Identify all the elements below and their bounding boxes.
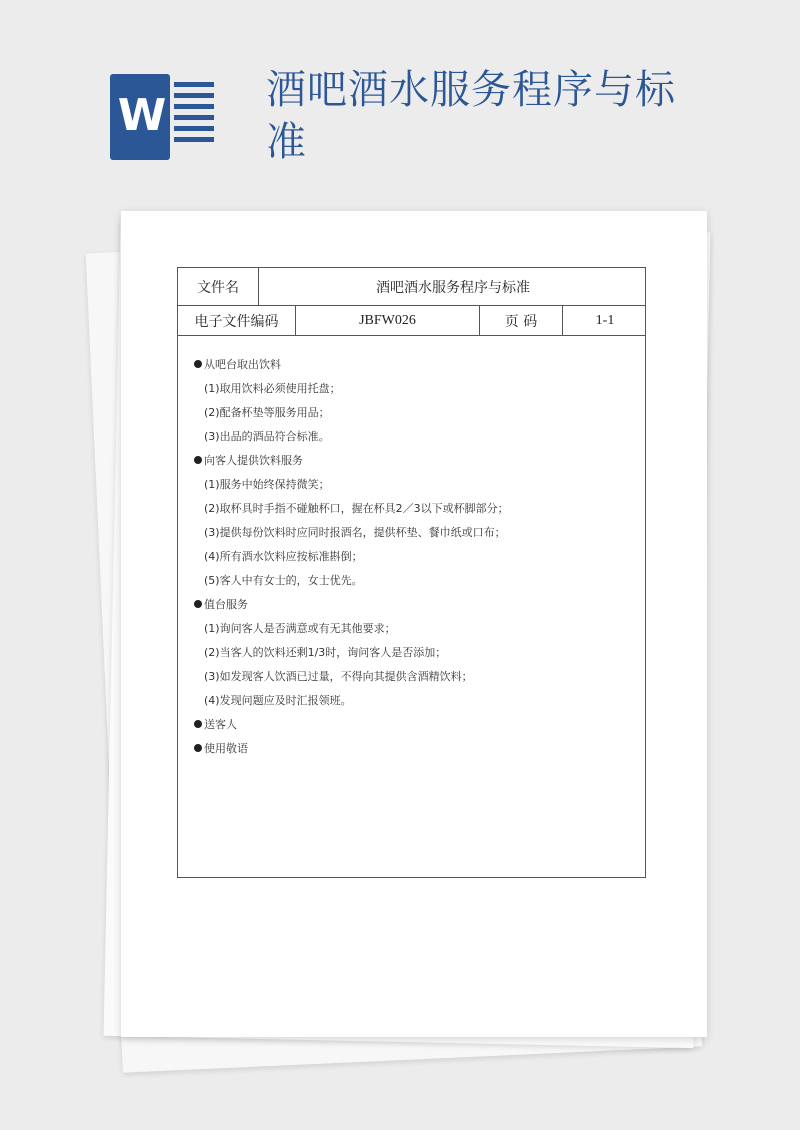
code-value: JBFW026 — [295, 306, 479, 335]
list-item-text: (1)服务中始终保持微笑； — [204, 478, 330, 491]
bullet-icon — [194, 720, 202, 728]
file-name-value: 酒吧酒水服务程序与标准 — [258, 268, 647, 305]
section-heading — [194, 713, 634, 737]
list-item — [194, 497, 634, 521]
list-item-text: (4)所有酒水饮料应按标准斟倒； — [204, 550, 363, 563]
word-tile — [110, 74, 170, 160]
list-item — [194, 425, 634, 449]
word-lines-decoration — [174, 82, 214, 152]
list-item — [194, 641, 634, 665]
bullet-icon — [194, 744, 202, 752]
list-item-text: (3)出品的酒品符合标准。 — [204, 430, 330, 443]
list-item-text: (2)取杯具时手指不碰触杯口，握在杯具2／3以下或杯脚部分； — [204, 502, 509, 515]
section-heading — [194, 593, 634, 617]
list-item — [194, 377, 634, 401]
list-item-text: (4)发现问题应及时汇报领班。 — [204, 694, 352, 707]
list-item-text: (1)询问客人是否满意或有无其他要求； — [204, 622, 396, 635]
list-item — [194, 569, 634, 593]
document-page — [121, 211, 707, 1037]
bullet-icon — [194, 360, 202, 368]
list-item-text: (2)当客人的饮料还剩1/3时，询问客人是否添加； — [204, 646, 447, 659]
section-heading — [194, 737, 634, 761]
list-item-text: 从吧台取出饮料 — [204, 358, 281, 371]
list-item — [194, 665, 634, 689]
header-row-code — [178, 306, 645, 336]
list-item-text: (1)取用饮料必须使用托盘； — [204, 382, 341, 395]
list-item — [194, 617, 634, 641]
list-item-text: 向客人提供饮料服务 — [204, 454, 303, 467]
document-frame — [177, 267, 646, 878]
word-letter-glyph: W — [117, 90, 167, 141]
list-item-text: (2)配备杯垫等服务用品； — [204, 406, 330, 419]
word-icon — [110, 74, 218, 160]
list-item — [194, 545, 634, 569]
bullet-icon — [194, 456, 202, 464]
file-name-label: 文件名 — [197, 279, 239, 296]
content-list — [194, 353, 634, 761]
list-item-text: (3)如发现客人饮酒已过量，不得向其提供含酒精饮料； — [204, 670, 473, 683]
list-item — [194, 521, 634, 545]
header-row-file-name — [178, 268, 645, 306]
page-label: 页 码 — [479, 306, 562, 335]
bullet-icon — [194, 600, 202, 608]
list-item-text: (5)客人中有女士的，女士优先。 — [204, 574, 363, 587]
code-label: 电子文件编码 — [194, 313, 279, 330]
list-item — [194, 473, 634, 497]
list-item-text: (3)提供每份饮料时应同时报酒名，提供杯垫、餐巾纸或口布； — [204, 526, 506, 539]
list-item — [194, 401, 634, 425]
list-item-text: 使用敬语 — [204, 742, 248, 755]
section-heading — [194, 353, 634, 377]
list-item-text: 值台服务 — [204, 598, 248, 611]
list-item-text: 送客人 — [204, 718, 237, 731]
list-item — [194, 689, 634, 713]
page-title: 酒吧酒水服务程序与标准 — [266, 67, 676, 165]
page-value: 1-1 — [562, 306, 647, 335]
section-heading — [194, 449, 634, 473]
